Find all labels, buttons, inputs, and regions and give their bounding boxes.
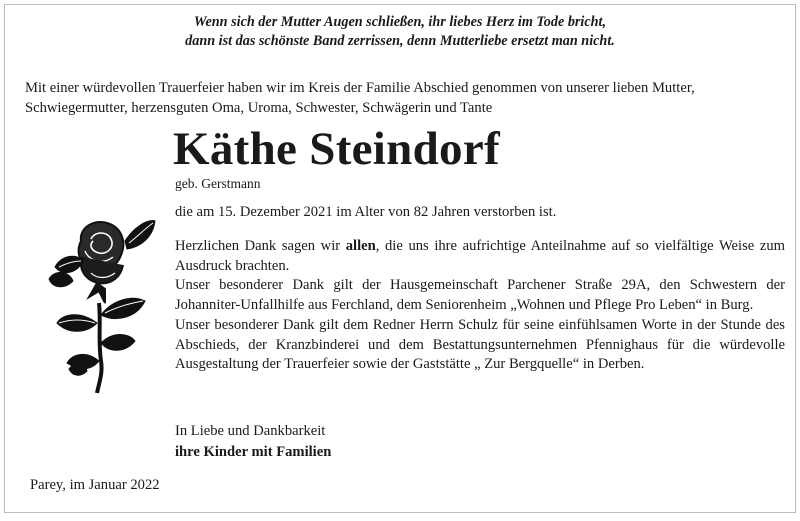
intro-line-2: Schwiegermutter, herzensguten Oma, Uroma, Schwester, Schwägerin und Tante bbox=[25, 100, 493, 116]
rose-icon bbox=[41, 211, 157, 395]
intro-line-1: Mit einer würdevollen Trauerfeier haben wir im Kreis der Familie Abschied genommen von unserer lieben Mutter, bbox=[25, 80, 695, 96]
closing bbox=[175, 421, 331, 462]
intro-text bbox=[25, 78, 785, 118]
thanks-p1-after: , die uns ihre aufrichtige Anteilnahme auf so vielfältige Weise zum Ausdruck brachten. bbox=[175, 238, 785, 274]
quote-line-2: dann ist das schönste Band zerrissen, denn Mutterliebe ersetzt man nicht. bbox=[185, 33, 615, 49]
death-statement: die am 15. Dezember 2021 im Alter von 82 Jahren verstorben ist. bbox=[175, 204, 557, 220]
place-date: Parey, im Januar 2022 bbox=[30, 477, 160, 493]
obituary-notice bbox=[4, 4, 796, 513]
thanks-p1-before: Herzlichen Dank sagen wir bbox=[175, 238, 346, 254]
memorial-quote bbox=[5, 13, 795, 51]
thanks-paragraph-2: Unser besonderer Dank gilt der Hausgemeinschaft Parchener Straße 29A, den Schwestern der Johanniter-Unfallhilfe aus Ferchland, dem Seniorenheim „Wohnen und Pflege Pro Leben“ in Burg. bbox=[175, 277, 785, 314]
quote-line-1: Wenn sich der Mutter Augen schließen, ihr liebes Herz im Tode bricht, bbox=[193, 14, 607, 30]
thanks-paragraph-1 bbox=[175, 237, 785, 276]
thanks-paragraph-3: Unser besonderer Dank gilt dem Redner Herrn Schulz für seine einfühlsamen Worte in der Stunde des Abschieds, der Kranzbinderei und dem Bestattungsunternehmen Pfennighaus für die würdevolle Ausgestaltung der Trauerfeier sowie der Gaststätte „ Zur Bergquelle“ in Derben. bbox=[175, 316, 785, 373]
thanks-text bbox=[175, 237, 785, 375]
thanks-p1-emphasis: allen bbox=[345, 238, 376, 254]
closing-line: In Liebe und Dankbarkeit bbox=[175, 423, 326, 439]
deceased-name: Käthe Steindorf bbox=[173, 123, 500, 175]
signature-line: ihre Kinder mit Familien bbox=[175, 443, 332, 460]
birth-name: geb. Gerstmann bbox=[175, 176, 261, 191]
